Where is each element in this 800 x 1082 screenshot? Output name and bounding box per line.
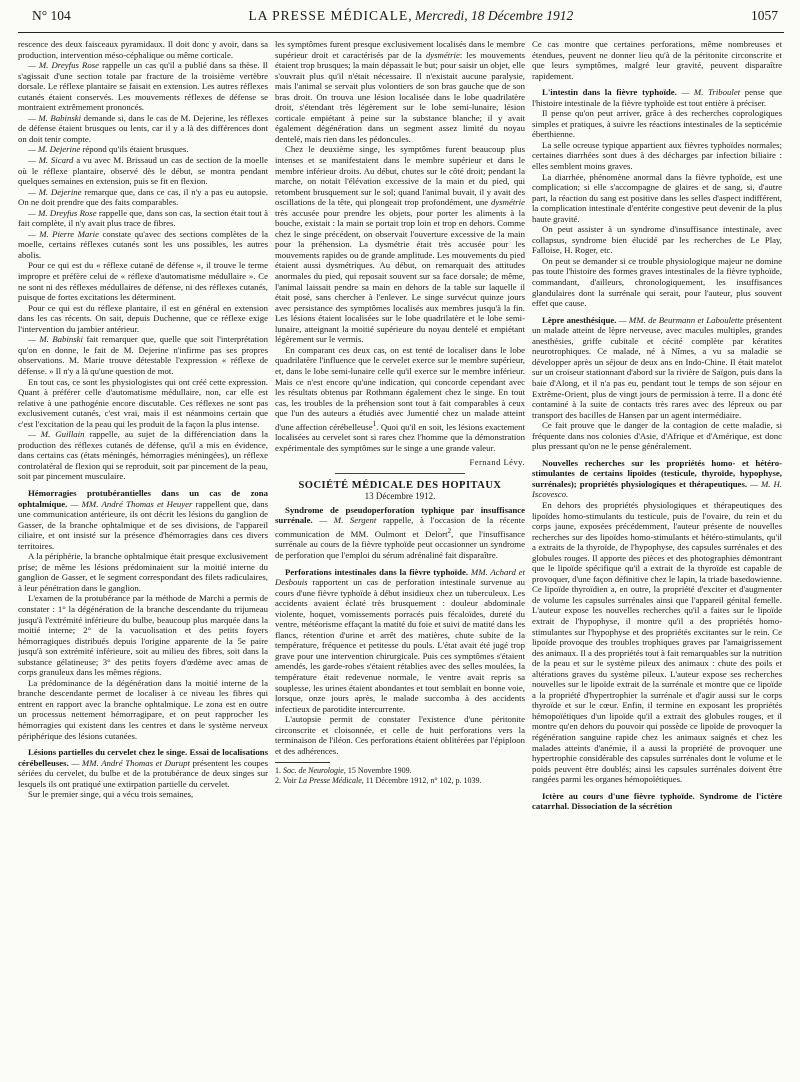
section-heading: Lésions partielles du cervelet chez le singe. Essai de localisations cérébelleuses. — MM. André Thomas et Durupt présentent les coupes sériées du cervelet, du bulbe et de la protubérance de deux singes sur lesquels ils ont pratiqué une extirpation partielle du cervelet.: [18, 747, 268, 789]
paragraph: — M. Babinski fait remarquer que, quelle que soit l'interprétation qu'on en donne, le fait de M. Dejerine n'infirme pas ses propres observations. M. Marie trouve détestable l'expression « réflexe de défense. » Il n'y a là qu'une question de mot.: [18, 334, 268, 376]
footnote-divider: [275, 762, 330, 763]
paragraph: Pour ce qui est du réflexe plantaire, il est en général en extension dans les cas récents. On sait, depuis Duchenne, que ce réflexe exige l'intervention du jambier antérieur.: [18, 302, 268, 334]
section-heading: Lèpre anesthésique. — MM. de Beurmann et Laboulette présentent un malade atteint de lèpre nerveuse, avec macules multiples, grandes anesthésies, griffe cubitale et cécité complète par kératites neurotrophiques. Ce malade, né à Nîmes, a vu sa maladie se développer après un séjour de deux ans en Indo-Chine. Il était matelot sur un croiseur stationnant d'abord sur la rivière de Saïgon, puis dans la baie d'Along, et il n'a pas eu, pendant tout le temps de son séjour en Extrême-Orient, plus de vingt jours de permission à terre. Il a donc été contaminé à la suite de contacts très rares avec des lépreux ou par transport des bacilles de Hansen par un agent intermédiaire.: [532, 314, 782, 420]
speaker-name: — M. Dejerine: [28, 144, 81, 155]
paragraph: L'examen de la protubérance par la méthode de Marchi a permis de constater : 1° la dégénération de la branche descendante du trijumeau jusqu'à l'extrémité inférieure du bulbe, beaucoup plus marquée dans la moitié interne; 2° de la vacuolisation et des petits foyers hémorragiques distribués depuis l'origine apparente de la 5e paire jusqu'à son extrémité inférieure, soit au milieu des fibres, soit dans la substance gélatineuse; 3° des petits foyers d'œdème avec amas de corps granuleux dans les mêmes régions.: [18, 593, 268, 678]
authors: — M. Sergent: [312, 515, 377, 526]
paragraph: En tout cas, ce sont les physiologistes qui ont créé cette expression. Quant à préférer celle d'automatisme médullaire, non, car elle est relative à une pathogénie encore discutable. Ces réflexes ne sont pas exclusivement cutanés, c'est vrai, mais il est néanmoins certain que c'est l'excitation de la peau qui les produit de la façon la plus intense.: [18, 376, 268, 429]
page-number-left: N° 104: [32, 8, 71, 23]
paragraph: — M. Sicard a vu avec M. Brissaud un cas de section de la moelle où le réflexe plantaire, observé dès le début, se montra pendant quelques semaines en extension, puis se fit en flexion.: [18, 155, 268, 187]
paragraph: L'autopsie permit de constater l'existence d'une péritonite circonscrite et cloisonnée, et celle de huit perforations vers la terminaison de l'iléon. Ces perforations étaient oblitérées par l'épiploon et des adhérences.: [275, 714, 525, 756]
speaker-name: — M. Dejerine: [28, 186, 82, 197]
page-header: [18, 8, 784, 33]
paragraph: — M. Pierre Marie constate qu'avec des sections complètes de la moelle, certains réflexes cutanés sont les uns possibles, les autres abolis.: [18, 228, 268, 260]
column-2: [275, 39, 525, 1069]
authors: — MM. André Thomas et Heuyer: [67, 498, 193, 509]
paragraph: On peut se demander si ce trouble physiologique majeur ne domine pas toute l'histoire des formes graves intestinales de la fièvre typhoïde, commandant, d'ailleurs, chronologiquement, les insuffisances glandulaires dont la surrénale qui serait, pour l'auteur, plus souvent effet que cause.: [532, 255, 782, 309]
paragraph: — M. Dejerine remarque que, dans ce cas, il n'y a pas eu autopsie. On ne doit prendre que des faits comparables.: [18, 186, 268, 208]
journal-masthead: [249, 8, 574, 24]
paragraph: les symptômes furent presque exclusivement localisés dans le membre supérieur droit et caractérisés par de la dysmétrie: les mouvements étaient trop brusques; la main dépassait le but; pour saisir un objet, elle s'ouvrait plus qu'il n'était nécessaire. Il n'existait aucune paralysie, mais l'animal se servait plus volontiers de son bras gauche que de son bras droit. On trouva une lésion localisée dans le lobe quadrilatère droit, s'étendant très légèrement sur le lobe semi-lunaire, lésion corticale empiétant à peine sur la substance blanche; il y avait également dégénération dans un segment assez limité du noyau dentelé, mais rien dans les pédoncules.: [275, 39, 525, 144]
authors: MM. Achard et Desbouis: [275, 566, 525, 588]
speaker-name: — M. Dreyfus Rose: [28, 207, 97, 218]
column-1: [18, 39, 268, 1069]
paragraph: — M. Dreyfus Rose rappelle un cas qu'il a publié dans sa thèse. Il s'agissait d'une section totale par fracture de la troisième vertèbre dorsale. Le réflexe plantaire se faisait en extension. Les autres réflexes cutanés étaient conservés. Les mouvements réflexes de défense se montraient extrêmement prononcés.: [18, 60, 268, 113]
society-section-title: SOCIÉTÉ MÉDICALE DES HOPITAUX: [298, 479, 502, 491]
paragraph: La prédominance de la dégénération dans la moitié interne de la branche descendante permet de localiser à ce niveau les fibres qui entrent en rapport avec la branche ophtalmique. Le zona est en outre un processus nettement hémorragipare, et on peut rapprocher les hémorragies qui existent dans les centres et dans le système nerveux périphérique des lésions cutanées.: [18, 677, 268, 741]
issue-date: , Mercredi, 18 Décembre 1912: [408, 8, 574, 23]
paragraph: — M. Babinski demande si, dans le cas de M. Dejerine, les réflexes de défense étaient brusques ou lents, car il y a là des différences dont on doit tenir compte.: [18, 112, 268, 144]
footnote: 2. Voir La Presse Médicale, 11 Décembre 1912, n° 102, p. 1039.: [275, 775, 482, 785]
section-heading: Nouvelles recherches sur les propriétés homo- et hétéro-stimulantes de certains lipoïdes (testicule, thyroïde, hypophyse, surrénales); propriétés physiologiques et thérapeutiques. — M. H. Iscovesco.: [532, 457, 782, 500]
section-heading: Perforations intestinales dans la fièvre typhoïde. MM. Achard et Desbouis rapportent un cas de perforation intestinale survenue au cours d'une fièvre typhoïde à début insidieux chez un tuberculeux. Les accidents avaient éclaté très brusquement : douleur abdominale violente, hoquet, vomissements porracés puis fécaloïdes, dureté du ventre, météorisme effaçant la matité du foie et suivi de matité dans les flancs, rétention d'urine et arrêt des matières, chute subite de la température, fréquence et petitesse du pouls. L'état avait été jugé trop grave pour une intervention chirurgicale. Puis ces symptômes s'étaient amendés, les garde-robes s'étaient rétablies avec des selles moulées, la température était redevenue normale, le ventre avait repris sa souplesse, les urines étaient abondantes et tout semblait en bonne voie, lorsque, onze jours après, le malade succomba à des accidents infectieux de parotidite intercurrente.: [275, 566, 525, 714]
speaker-name: — M. Sicard: [28, 155, 74, 166]
paragraph: Pour ce qui est du « réflexe cutané de défense », il trouve le terme impropre et préfère celui de « réflexe d'automatisme médullaire ». Ce ne sont ni des réflexes médullaires de défense, ni des réflexes cutanés, puisque de fortes excitations les déterminent.: [18, 260, 268, 303]
paragraph: Il pense qu'on peut arriver, grâce à des recherches coprologiques simples et pratiques, à suivre les réactions intestinales de la septicémie éberthienne.: [532, 108, 782, 140]
speaker-name: — M. Pierre Marie: [28, 228, 99, 239]
authors: — M. H. Iscovesco.: [532, 478, 782, 500]
footnote-ref: 1: [372, 419, 377, 428]
authors: — M. Triboulet: [676, 87, 741, 98]
footnote: 1. Soc. de Neurologie, 15 Novembre 1909.: [275, 766, 412, 776]
text-columns: [18, 39, 784, 1069]
paragraph: La diarrhée, phénomène anormal dans la fièvre typhoïde, est une complication; si elle s'accompagne de glaires et de sang, si, d'autre part, la réaction du sang est positive dans les selles d'aspect indifférent, la complication intestinale d'entérite congestive peut devenir de la plus haute gravité.: [532, 171, 782, 224]
paragraph: Ce cas montre que certaines perforations, même nombreuses et étendues, peuvent ne donner lieu qu'à de la péritonite circonscrite et que leurs symptômes, malgré leur gravité, peuvent disparaître rapidement.: [532, 39, 782, 81]
section-heading: L'intestin dans la fièvre typhoïde. — M. Triboulet pense que l'histoire intestinale de la fièvre typhoïde est tout entière à préciser.: [532, 87, 782, 108]
paragraph: — M. Guillain rappelle, au sujet de la différenciation dans la production des réflexes cutanés de défense, qu'il a mis en évidence, dans certains cas (états méningés, hémorragies méningées), un réflexe controlatéral de flexion qui se reproduit, soit par pincement de la peau, soit par pincement musculaire.: [18, 429, 268, 482]
section-heading: Hémorragies protubérantielles dans un cas de zona ophtalmique. — MM. André Thomas et Heuyer rappellent que, dans une communication antérieure, ils ont décrit les lésions du ganglion de Gasser, de la branche ophtalmique et de ses divisions, de l'appareil ciliaire, et ont insisté sur la présence d'hémorragies dans ces divers territoires.: [18, 487, 268, 551]
paragraph: — M. Dreyfus Rose rappelle que, dans son cas, la section était tout à fait complète, il n'y avait plus trace de fibres.: [18, 207, 268, 229]
speaker-name: — M. Guillain: [28, 429, 85, 440]
paragraph: En comparant ces deux cas, on est tenté de localiser dans le lobe quadrilatère l'influence que le cervelet exerce sur le membre supérieur, et, dans le lobe semi-lunaire celle qu'il exerce sur le membre inférieur. Mais ce n'est encore qu'une indication, qui concorde cependant avec les résultats obtenus par Rothmann également chez le singe. En tout cas, les troubles de la préhension sont tout à fait comparables à ceux que l'un des auteurs a étudiés avec Jumentié chez un malade atteint d'une affection cérébelleuse$^1$. Quoi qu'il en soit, les lésions exactement localisées au cervelet sont si rares chez l'homme que la démonstration expérimentale des symptômes sur le singe a une grande valeur.: [275, 344, 525, 453]
paragraph: On peut assister à un syndrome d'insuffisance intestinale, avec collapsus, syndrome bien élucidé par les recherches de Le Play, Falloise, H. Roger, etc.: [532, 224, 782, 256]
paragraph: En dehors des propriétés physiologiques et thérapeutiques des lipoïdes homo-stimulants du testicule, puis de l'ovaire, du rein et du corps jaune, exposées précédemment, l'auteur présente de nouvelles recherches sur des lipoïdes homo-stimulants et hétéro-stimulants, qu'il a extraits de la thyroïde, de l'hypophyse, des capsules surrénales et des globules rouges. Il apporte des pièces et des photographies démontrant que le lipoïde spécifique qu'il a extrait de la thyroïde est capable de provoquer, d'une façon définitive chez le lapin, la triade basedowienne. Ce lipoïde thyroïdien a, en outre, la propriété d'exciter et d'augmenter de volume les capsules surrénales ainsi que l'appareil génital femelle. L'auteur expose les nouvelles recherches qu'il a faites sur le lipoïde extrait de l'hypophyse, il montre qu'il a des propriétés homo-stimulantes sur l'hypophyse et des propriétés excitantes sur le rein. Ce lipoïde provoque des troubles trophiques graves par l'amaigrissement des animaux. Il a des propriétés tout à fait remarquables sur la nutrition de la peau et sur le système pileux des animaux : chute des poils et altérations graves du système pileux. L'auteur expose ses recherches nouvelles sur le lipoïde extrait de la surrénale et montre que ce lipoïde a la propriété d'hypertrophier la surrénale et d'agir aussi sur le corps thyroïde et sur le cœur. Enfin, il termine en exposant les propriétés hémopoïétiques d'un lipoïde qu'il a extrait des globules rouges, et il montre qu'en dehors du pouvoir qui possède ce lipoïde de provoquer la régénération sanguine rapide chez les animaux saignés et chez les malades atteints d'anémie, il a aussi la propriété de provoquer une hypertrophie considérable des capsules surrénales dont le volume et le poids peuvent être doublés; ainsi les capsules surrénales doivent être rangées parmi les organes hémopoïétiques.: [532, 499, 782, 785]
section-heading: Syndrome de pseudoperforation typhique par insuffisance surrénale. — M. Sergent rappelle, à l'occasion de la récente communication de MM. Oulmont et Delort$^2$, que l'insuffisance surrénale au cours de la fièvre typhoïde peut occasionner un syndrome de perforation que l'emploi du sérum adrénaliné fait disparaître.: [275, 504, 525, 560]
paragraph: Sur le premier singe, qui a vécu trois semaines,: [28, 789, 194, 800]
column-3: [532, 39, 782, 1069]
speaker-name: — M. Dreyfus Rose: [28, 60, 99, 71]
author-signature: Fernand Lévy.: [469, 457, 525, 468]
authors: — MM. de Beurmann et Laboulette: [616, 314, 744, 325]
newspaper-page: [18, 8, 784, 1076]
section-heading: Ictère au cours d'une fièvre typhoïde. Syndrome de l'ictère catarrhal. Dissociation de la sécrétion: [532, 790, 782, 812]
paragraph: — M. Dejerine répond qu'ils étaient brusques.: [28, 144, 189, 155]
divider: [335, 473, 465, 474]
speaker-name: — M. Babinski: [28, 334, 83, 345]
paragraph: A la périphérie, la branche ophtalmique était presque exclusivement prise; de même les lésions prédominaient sur la moitié interne du ganglion de Gasser, et le segment correspondant des filets radiculaires, à leur pénétration dans le ganglion.: [18, 551, 268, 593]
journal-title: LA PRESSE MÉDICALE: [248, 8, 409, 23]
society-section-date: 13 Décembre 1912.: [364, 491, 436, 502]
footnote-ref: 2: [447, 526, 452, 535]
speaker-name: — M. Babinski: [28, 112, 82, 123]
paragraph: Ce fait prouve que le danger de la contagion de cette maladie, si fréquente dans nos colonies d'Asie, d'Afrique et d'Amérique, est donc plus pressant qu'on ne le pense généralement.: [532, 420, 782, 452]
page-number-right: 1057: [751, 8, 778, 23]
paragraph: La selle ocreuse typique appartient aux fièvres typhoïdes normales; certaines diarrhées sont dues à des décharges par infection biliaire : elles semblent moins graves.: [532, 139, 782, 172]
paragraph: rescence des deux faisceaux pyramidaux. Il doit donc y avoir, dans sa production, intervention méso-céphalique ou même corticale.: [18, 39, 268, 60]
authors: — MM. André Thomas et Durupt: [68, 757, 190, 768]
paragraph: Chez le deuxième singe, les symptômes furent beaucoup plus intenses et se manifestaient dans le membre supérieur et dans le membre inférieur droits. Au début, chutes sur le côté droit; pendant la marche, on notait l'élévation excessive de la main et du pied, qui retombent brusquement sur le sol; quand l'animal buvait, il y avait des oscillations de la tête, qui plongeait trop profondément, une dysmétrie très accusée pour prendre les objets, pour porter les aliments à la bouche, existait : la main se portait trop loin et trop en dehors. Comme chez le singe précédent, on observait l'ouverture excessive de la main pour la préhension. La dysmétrie était très accusée pour les mouvements rapides ou de grande amplitude. Les mouvements du pied étaient aussi dysmétriques. Au début, on remarquait des attitudes anormales du pied, qui reposait souvent sur sa face dorsale; de même, l'animal laissait pendre sa main en dehors de la table sur laquelle il était posé, sans chercher à l'enlever. Le singe survécut quinze jours avec persistance des symptômes localisés aux membres jusqu'à la fin. Les lésions étaient localisées sur le lobe quadrilatère et le lobe semi-lunaire, atteignant la moitié supérieure du noyau dentelé et empiétant légèrement sur le vermis.: [275, 144, 525, 345]
